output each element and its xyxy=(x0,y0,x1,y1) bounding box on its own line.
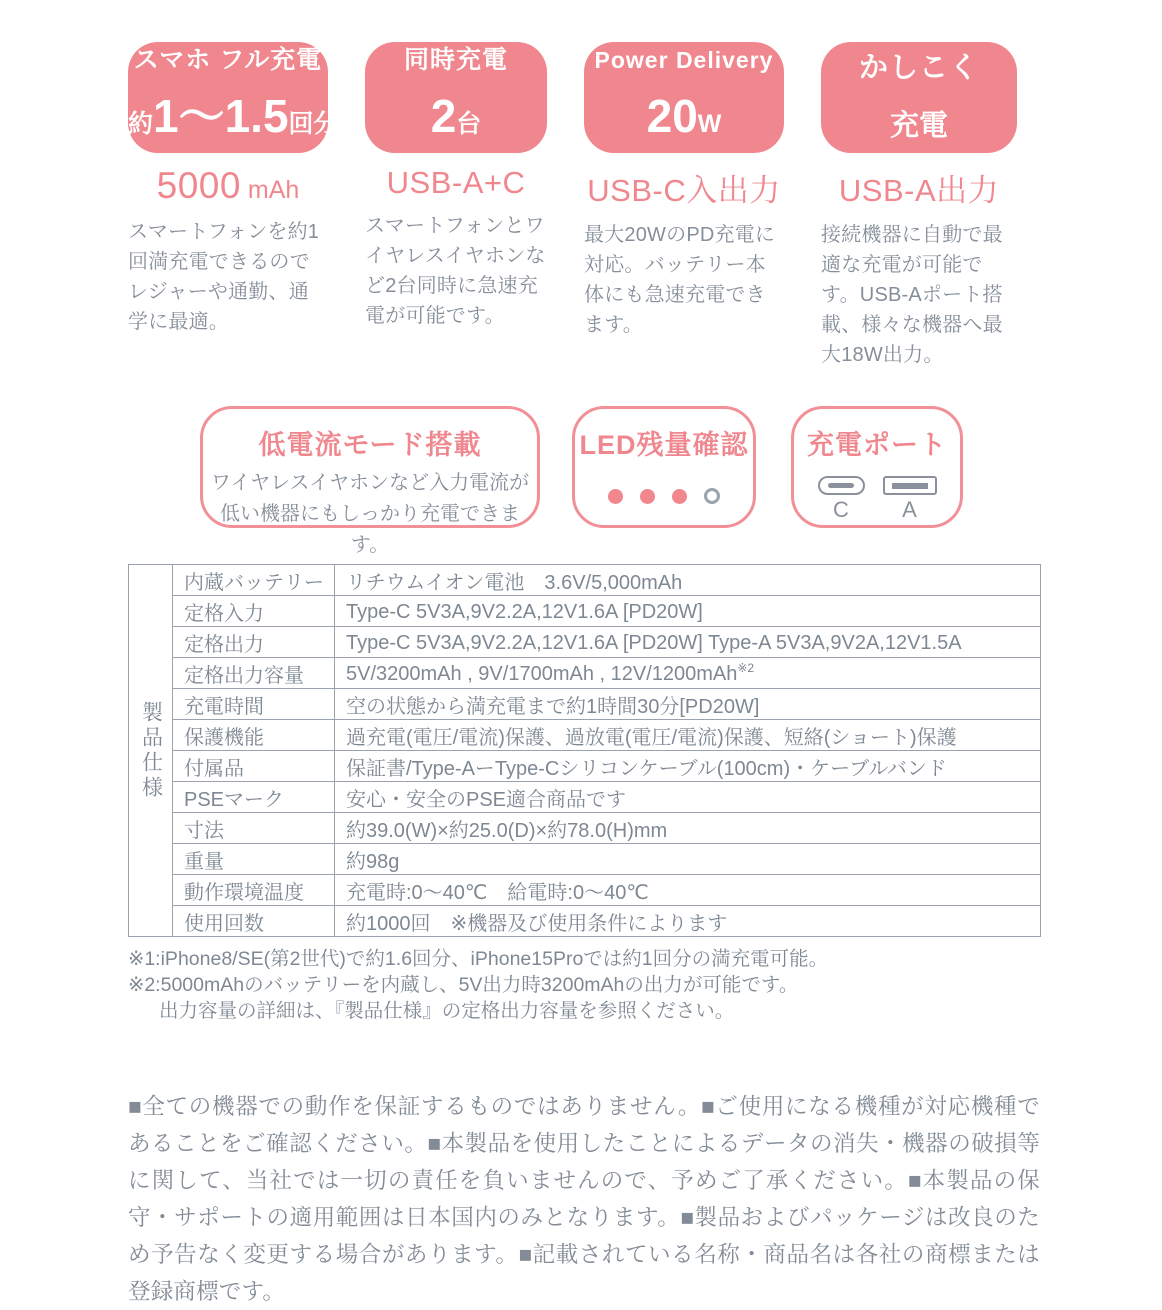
badge-value: 充電 xyxy=(889,110,948,142)
spec-value: Type-C 5V3A,9V2.2A,12V1.6A [PD20W] Type-A 5V3A,9V2A,12V1.5A xyxy=(335,627,1041,658)
spec-label: 付属品 xyxy=(173,751,335,782)
feature-section xyxy=(128,42,1038,370)
spec-label: 内蔵バッテリー xyxy=(173,565,335,596)
badge-title: Power Delivery xyxy=(594,47,774,73)
spec-label: 動作環境温度 xyxy=(173,875,335,906)
feature-badge-dual-charge xyxy=(365,42,547,153)
led-dot-on-icon xyxy=(640,489,655,504)
badge-title: 同時充電 xyxy=(403,46,508,74)
usb-a-port-icon xyxy=(883,476,937,495)
table-row xyxy=(129,627,1041,658)
feature-sublabel: USB-C入出力 xyxy=(587,173,781,208)
spec-value: 約39.0(W)×約25.0(D)×約78.0(H)mm xyxy=(335,813,1041,844)
led-indicator-title: LED残量確認 xyxy=(579,430,749,460)
spec-label: 重量 xyxy=(173,844,335,875)
spec-label: 定格入力 xyxy=(173,596,335,627)
led-dot-off-icon xyxy=(704,488,720,504)
usb-a-port xyxy=(883,476,937,523)
feature-sublabel: USB-A出力 xyxy=(838,173,1000,208)
feature-description: 最大20WのPD充電に対応。バッテリー本体にも急速充電できます。 xyxy=(584,224,776,336)
badge-value-number: 1〜1.5 xyxy=(153,90,289,142)
spec-value: 約98g xyxy=(335,844,1041,875)
disclaimer-text: ■全ての機器での動作を保証するものではありません。■ご使用になる機種が対応機種であることをご確認ください。■本製品を使用したことによるデータの消失・機器の破損等に関して、当社では一切の責任を負いませんので、予めご了承ください。■本製品の保守・サポートの適用範囲は日本国内のみとなります。■製品およびパッケージは改良のため予告なく変更する場合があります。■記載されている名称・商品名は各社の商標または登録商標です。 xyxy=(128,1094,1040,1304)
table-row xyxy=(129,565,1041,596)
spec-value: 充電時:0〜40℃ 給電時:0〜40℃ xyxy=(335,875,1041,906)
usb-c-port xyxy=(818,476,865,523)
table-row xyxy=(129,875,1041,906)
spec-value: 過充電(電圧/電流)保護、過放電(電圧/電流)保護、短絡(ショート)保護 xyxy=(335,720,1041,751)
table-row xyxy=(129,782,1041,813)
spec-label: 使用回数 xyxy=(173,906,335,937)
badge-value-suffix: 回分 xyxy=(288,110,339,138)
feature-description: スマートフォンとワイヤレスイヤホンなど2台同時に急速充電が可能です。 xyxy=(365,215,546,327)
footnote-2: ※2:5000mAhのバッテリーを内蔵し、5V出力時3200mAhの出力が可能です。 xyxy=(128,974,799,996)
badge-value xyxy=(365,75,547,154)
table-row xyxy=(129,813,1041,844)
badge-value-suffix: 台 xyxy=(456,110,482,138)
feature-sublabel: USB-A+C xyxy=(386,165,526,200)
spec-value: 安心・安全のPSE適合商品です xyxy=(335,782,1041,813)
footnotes xyxy=(128,946,1038,1024)
footnote-2-continued: 出力容量の詳細は、『製品仕様』の定格出力容量を参照ください。 xyxy=(159,1000,735,1022)
feature-dual-charge xyxy=(365,42,547,370)
spec-label: 保護機能 xyxy=(173,720,335,751)
badge-value xyxy=(584,75,784,154)
low-current-mode-box xyxy=(200,406,540,556)
footnote-1: ※1:iPhone8/SE(第2世代)で約1.6回分、iPhone15Proでは約1回分の満充電可能。 xyxy=(128,948,829,970)
spec-value: Type-C 5V3A,9V2.2A,12V1.6A [PD20W] xyxy=(335,596,1041,627)
usb-c-port-icon xyxy=(818,476,865,495)
led-indicator-box xyxy=(572,406,756,528)
spec-label: 充電時間 xyxy=(173,689,335,720)
feature-description: スマートフォンを約1回満充電できるのでレジャーや通勤、通学に最適。 xyxy=(128,221,320,333)
table-row xyxy=(129,844,1041,875)
usb-a-port-label: A xyxy=(902,497,917,522)
led-indicator xyxy=(575,488,753,504)
table-row xyxy=(129,906,1041,937)
led-dot-on-icon xyxy=(672,489,687,504)
badge-value-suffix: W xyxy=(697,110,722,138)
badge-value-number: 20 xyxy=(646,90,698,142)
spec-label: 定格出力 xyxy=(173,627,335,658)
badge-value-prefix: 約 xyxy=(128,110,154,138)
spec-label: 寸法 xyxy=(173,813,335,844)
highlight-section xyxy=(128,406,1038,556)
feature-sublabel: 5000 mAh xyxy=(156,165,300,206)
feature-badge-power-delivery xyxy=(584,42,784,153)
feature-badge-smart-charge xyxy=(821,42,1017,153)
feature-full-charge xyxy=(128,42,360,370)
table-row xyxy=(129,658,1041,689)
low-current-mode-description: ワイヤレスイヤホンなど入力電流が低い機器にもしっかり充電できます。 xyxy=(210,472,530,556)
table-row xyxy=(129,596,1041,627)
low-current-mode-title: 低電流モード搭載 xyxy=(258,430,482,460)
feature-smart-charge xyxy=(821,42,1017,370)
spec-value: 空の状態から満充電まで約1時間30分[PD20W] xyxy=(335,689,1041,720)
feature-power-delivery xyxy=(584,42,784,370)
spec-table xyxy=(128,564,1041,937)
badge-value-number: 2 xyxy=(430,90,457,142)
table-row xyxy=(129,689,1041,720)
feature-badge-full-charge xyxy=(128,42,360,153)
table-row xyxy=(129,751,1041,782)
usb-c-port-label: C xyxy=(833,497,849,522)
feature-description: 接続機器に自動で最適な充電が可能です。USB-Aポート搭載、様々な機器へ最大18W出力。 xyxy=(821,224,1003,366)
badge-title: スマホ フル充電 xyxy=(133,46,323,74)
port-icons xyxy=(794,476,960,523)
spec-value: 保証書/Type-AーType-Cシリコンケーブル(100cm)・ケーブルバンド xyxy=(335,751,1041,782)
spec-table-vertical-header: 製品仕様 xyxy=(129,565,173,937)
charging-ports-title: 充電ポート xyxy=(807,430,947,460)
table-row xyxy=(129,720,1041,751)
charging-ports-box xyxy=(791,406,963,528)
spec-value: 5V/3200mAh , 9V/1700mAh , 12V/1200mAh$^{※2}$ xyxy=(335,658,1041,689)
badge-title: かしこく xyxy=(858,52,979,84)
spec-value: 約1000回 ※機器及び使用条件によります xyxy=(335,906,1041,937)
badge-value xyxy=(128,75,360,154)
spec-label: PSEマーク xyxy=(173,782,335,813)
spec-value: リチウムイオン電池 3.6V/5,000mAh xyxy=(335,565,1041,596)
led-dot-on-icon xyxy=(608,489,623,504)
spec-label: 定格出力容量 xyxy=(173,658,335,689)
badge-footnote-mark: ※1 xyxy=(338,93,360,109)
